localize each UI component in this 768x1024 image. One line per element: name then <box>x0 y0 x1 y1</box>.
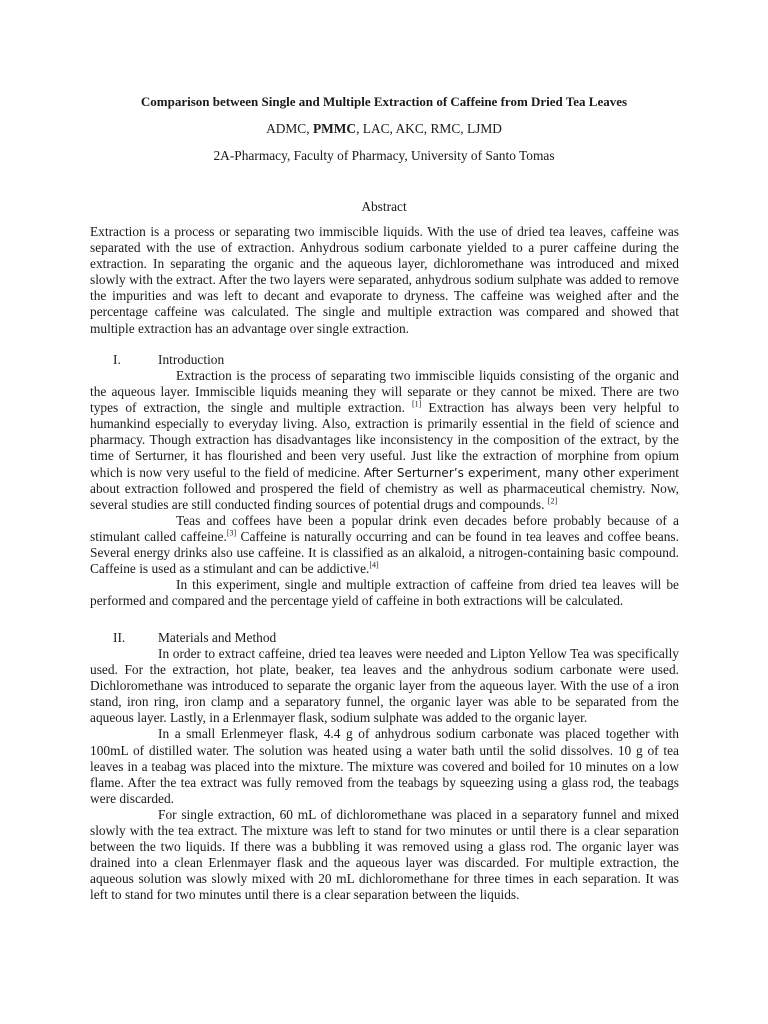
section-title: Introduction <box>158 352 225 367</box>
authors-after: , LAC, AKC, RMC, LJMD <box>356 121 502 136</box>
paper-title: Comparison between Single and Multiple Extraction of Caffeine from Dried Tea Leaves <box>140 94 628 109</box>
author-list <box>0 121 768 137</box>
section-number: II. <box>113 630 126 645</box>
text-run: experiment about extraction followed and prospered the field of chemistry as well as pharmaceutical chemistry. Now, several studies are still conducted finding sources of potential drugs and compounds. <box>90 464 679 512</box>
citation-2: [2] <box>547 496 558 506</box>
authors-before: ADMC, <box>266 121 313 136</box>
intro-paragraph-1 <box>90 368 679 513</box>
citation-1: [1] <box>412 399 422 409</box>
methods-paragraph-3: For single extraction, 60 mL of dichloromethane was placed in a separatory funnel and mixed slowly with the tea extract. The mixture was left to stand for two minutes or until there is a clear separation between the two liquids. If there was a bubbling it was removed using a glass rod. The organic layer was drained into a clean Erlenmayer flask and the aqueous layer was discarded. For multiple extraction, the aqueous solution was slowly mixed with 20 mL dichloromethane for three times in each separation. It was left to stand for two minutes until there is a clear separation between the liquids. <box>90 806 679 903</box>
authors-highlighted: PMMC <box>312 121 357 136</box>
section-number: I. <box>113 352 121 367</box>
text-run-alt-font: After Serturner’s experiment, many other <box>363 465 615 480</box>
abstract-paragraph: Extraction is a process or separating two immiscible liquids. With the use of dried tea leaves, caffeine was separated with the use of extraction. Anhydrous sodium carbonate yielded to a purer caffeine during the extraction. In separating the organic and the aqueous layer, dichloromethane was introduced and mixed slowly with the extract. After the two layers were separated, anhydrous sodium sulphate was added to remove the impurities and was left to decant and evaporate to dryness. The caffeine was weighed after and the percentage caffeine was calculated. The single and multiple extraction was compared and showed that multiple extraction has an advantage over single extraction. <box>90 224 679 336</box>
text-run: Caffeine is naturally occurring and can be found in tea leaves and coffee beans. Several energy drinks also use caffeine. It is classified as an alkaloid, a nitrogen-containing basic compound. Caffeine is used as a stimulant and can be addictive. <box>90 528 679 577</box>
methods-paragraph-2: In a small Erlenmeyer flask, 4.4 g of anhydrous sodium carbonate was placed together with 100mL of distilled water. The solution was heated using a water bath until the solid dissolves. 10 g of tea leaves in a teabag was placed into the mixture. The mixture was covered and boiled for 10 minutes on a low flame. After the tea extract was fully removed from the teabags by squeezing using a glass rod, the teabags were discarded. <box>90 726 679 806</box>
citation-4: [4] <box>369 560 379 570</box>
text-run: Extraction has always been very helpful to humankind especially to everyday living. Also, extraction is primarily essential in the field of science and pharmacy. Though extraction has disadvantages like inconsistency in the composition of the extract, by the time of Serturner, it has flourished and been very useful. Just like the extraction of morphine from opium which is now very useful to the field of medicine. <box>90 400 680 480</box>
section-introduction <box>90 352 679 609</box>
methods-paragraph-1: In order to extract caffeine, dried tea leaves were needed and Lipton Yellow Tea was specifically used. For the extraction, hot plate, beaker, tea leaves and the anhydrous sodium carbonate were used. Dichloromethane was introduced to separate the organic layer from the aqueous layer. With the use of a iron stand, iron ring, iron clamp and a separatory funnel, the organic layer was able to be separated from the aqueous layer. Lastly, in a Erlenmayer flask, sodium sulphate was added to the organic layer. <box>90 646 679 726</box>
abstract-body <box>90 224 679 337</box>
section-title: Materials and Method <box>158 630 277 645</box>
intro-paragraph-3: In this experiment, single and multiple extraction of caffeine from dried tea leaves will be performed and compared and the percentage yield of caffeine in both extractions will be calculated. <box>90 577 679 609</box>
text-run: Extraction is the process of separating two immiscible liquids consisting of the organic and the aqueous layer. Immiscible liquids meaning they will separate or they cannot be mixed. There are two types of extraction, the single and multiple extraction. <box>90 368 679 416</box>
abstract-heading: Abstract <box>361 199 407 214</box>
citation-3: [3] <box>226 528 237 538</box>
intro-paragraph-2 <box>90 513 679 577</box>
section-heading <box>90 630 679 646</box>
section-materials-method <box>90 630 679 904</box>
affiliation: 2A-Pharmacy, Faculty of Pharmacy, University of Santo Tomas <box>213 148 555 163</box>
section-heading <box>90 352 679 368</box>
text-run: Teas and coffees have been a popular drink even decades before probably because of a stimulant called caffeine. <box>90 512 679 544</box>
